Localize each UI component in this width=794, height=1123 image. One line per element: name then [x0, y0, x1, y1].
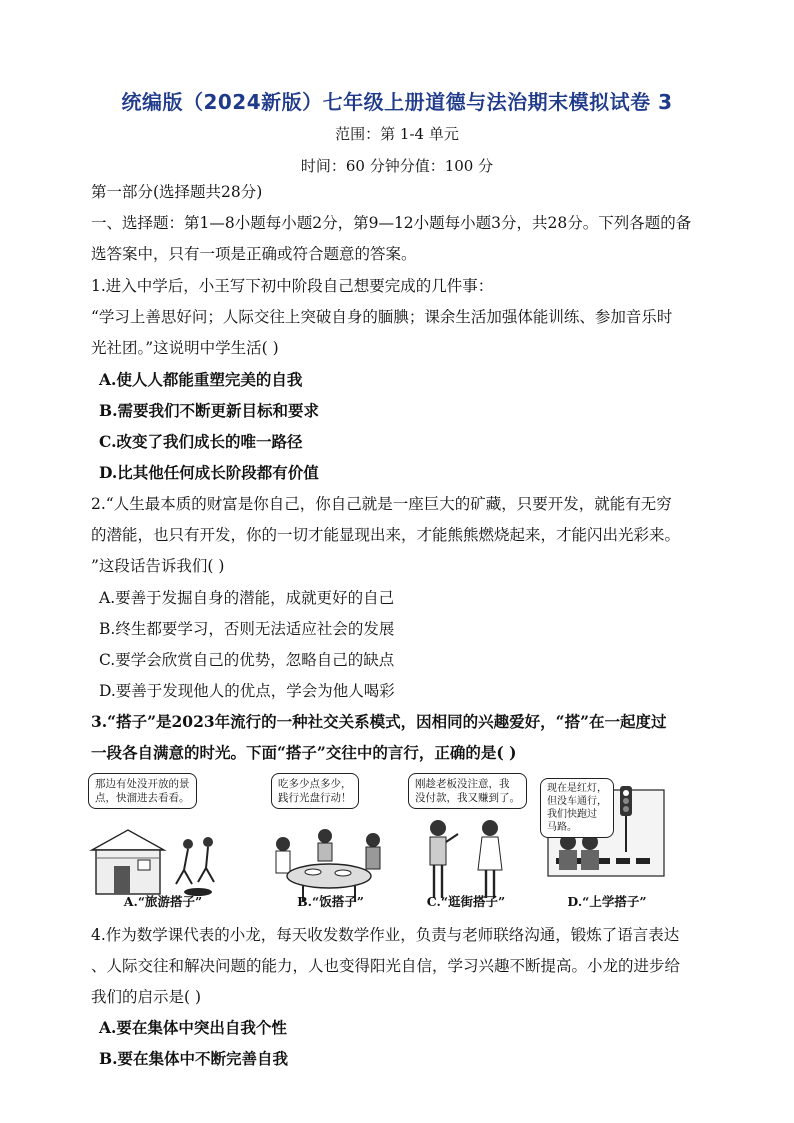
bubble-line: 践行光盘行动！	[278, 792, 352, 804]
panel-b-speech-bubble	[271, 773, 359, 809]
q2-option-a[interactable]: A.要善于发掘自身的潜能，成就更好的自己	[99, 589, 395, 607]
q3-stem-1: 3.“搭子”是2023年流行的一种社交关系模式，因相同的兴趣爱好，“搭”在一起度过	[91, 712, 667, 731]
exam-time: 时间：60 分钟分值：100 分	[300, 157, 494, 175]
q4-option-a[interactable]: A.要在集体中突出自我个性	[99, 1018, 287, 1037]
q4-stem-3: 我们的启示是( )	[91, 988, 202, 1006]
panel-c-caption: C.“逛街搭子”	[426, 894, 506, 909]
exam-range: 范围：第 1-4 单元	[335, 125, 459, 143]
instruction-line-1: 一、选择题：第1—8小题每小题2分，第9—12小题每小题3分，共28分。下列各题的备	[91, 214, 692, 232]
q2-stem-2: 的潜能，也只有开发，你的一切才能显现出来，才能熊熊燃烧起来，才能闪出光彩来。	[91, 526, 681, 544]
q1-option-a[interactable]: A.使人人都能重塑完美的自我	[99, 370, 303, 389]
bubble-line: 那边有处没开放的景	[95, 778, 190, 790]
bubble-line: 点，快溜进去看看。	[95, 792, 190, 804]
q2-stem-1: 2.“人生最本质的财富是你自己，你自己就是一座巨大的矿藏，只要开发，就能有无穷	[91, 495, 672, 513]
panel-b-caption: B.“饭搭子”	[297, 894, 364, 909]
q4-stem-1: 4.作为数学课代表的小龙，每天收发数学作业，负责与老师联络沟通，锻炼了语言表达	[91, 926, 680, 944]
bubble-line: 现在是红灯，	[547, 783, 607, 794]
q2-option-c[interactable]: C.要学会欣赏自己的优势，忽略自己的缺点	[99, 651, 395, 669]
q1-stem-2: “学习上善思好问；人际交往上突破自身的腼腆；课余生活加强体能训练、参加音乐时	[91, 308, 673, 326]
q4-stem-2: 、人际交往和解决问题的能力，人也变得阳光自信，学习兴趣不断提高。小龙的进步给	[91, 957, 681, 975]
panel-c-speech-bubble	[408, 773, 527, 809]
panel-a-speech-bubble	[88, 773, 197, 809]
exam-title: 统编版（2024新版）七年级上册道德与法治期末模拟试卷 3	[121, 90, 673, 114]
q3-stem-2: 一段各自满意的时光。下面“搭子”交往中的言行，正确的是( )	[91, 743, 517, 762]
bubble-line: 刚趁老板没注意，我	[415, 778, 510, 790]
q1-stem-3: 光社团。”这说明中学生活( )	[91, 339, 279, 357]
q4-option-b[interactable]: B.要在集体中不断完善自我	[99, 1049, 288, 1068]
panel-c[interactable]	[406, 770, 526, 910]
q2-stem-3: ”这段话告诉我们( )	[91, 557, 225, 575]
bubble-line: 马路。	[547, 822, 577, 833]
part-heading: 第一部分(选择题共28分)	[91, 183, 263, 201]
q1-option-d[interactable]: D.比其他任何成长阶段都有价值	[99, 463, 319, 482]
shopping-scene-drawing	[406, 810, 526, 905]
q2-option-d[interactable]: D.要善于发现他人的优点，学会为他人喝彩	[99, 682, 395, 700]
bubble-line: 但没车通行，	[547, 796, 607, 807]
q2-option-b[interactable]: B.终生都要学习，否则无法适应社会的发展	[99, 620, 395, 638]
instruction-line-2: 选答案中，只有一项是正确或符合题意的答案。	[91, 245, 417, 263]
panel-d-caption: D.“上学搭子”	[567, 894, 647, 909]
q1-option-b[interactable]: B.需要我们不断更新目标和要求	[99, 401, 319, 420]
panel-d-speech-bubble	[540, 778, 614, 838]
panel-b[interactable]	[263, 770, 398, 910]
bubble-line: 没付款，我又赚到了。	[415, 792, 520, 804]
q3-illustrations	[88, 770, 668, 910]
q1-option-c[interactable]: C.改变了我们成长的唯一路径	[99, 432, 303, 451]
dining-scene-drawing	[263, 810, 398, 905]
panel-d[interactable]	[546, 770, 668, 910]
q1-stem-1: 1.进入中学后，小王写下初中阶段自己想要完成的几件事：	[91, 277, 494, 295]
panel-a[interactable]	[88, 770, 238, 910]
panel-a-caption: A.“旅游搭子”	[123, 894, 203, 909]
bubble-line: 我们快跑过	[547, 809, 597, 820]
bubble-line: 吃多少点多少，	[278, 778, 352, 790]
